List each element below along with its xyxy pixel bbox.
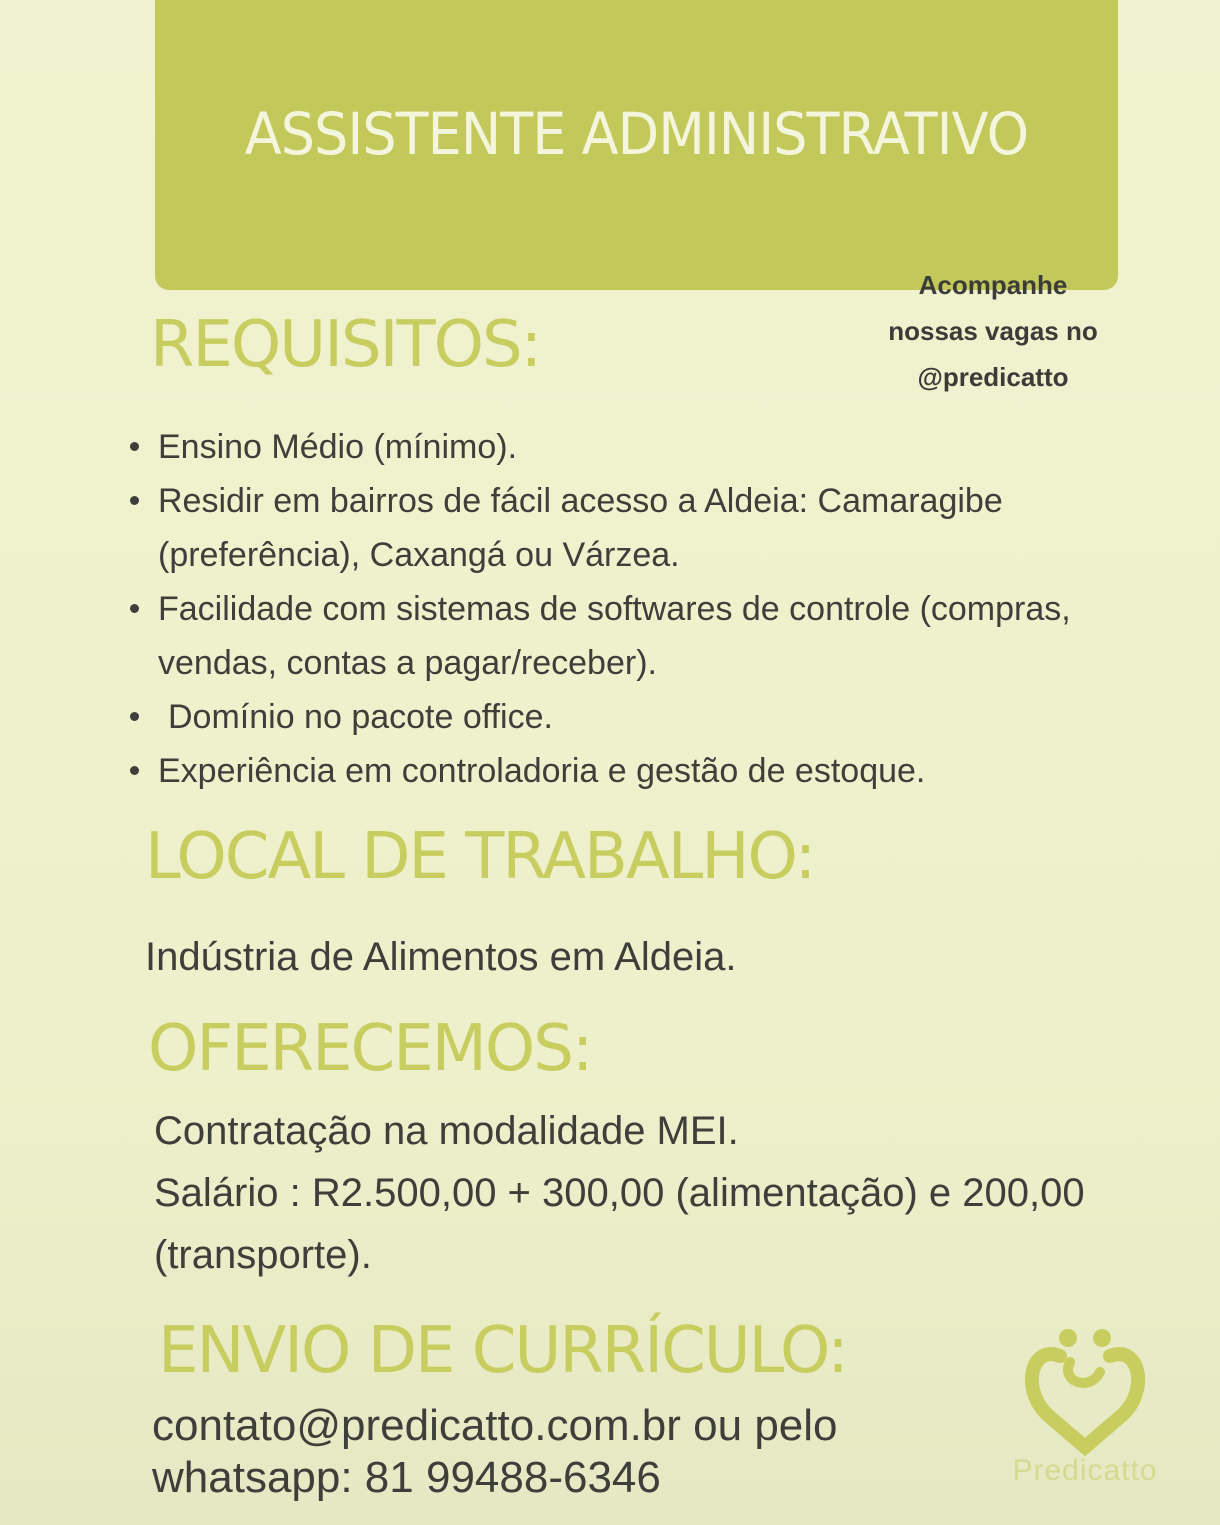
requirements-list (128, 420, 1188, 798)
job-title: ASSISTENTE ADMINISTRATIVO (244, 100, 1029, 168)
requirements-heading: REQUISITOS: (150, 308, 541, 382)
contact-text (152, 1400, 1012, 1504)
cv-heading: ENVIO DE CURRÍCULO: (158, 1314, 847, 1388)
workplace-heading: LOCAL DE TRABALHO: (145, 820, 815, 894)
follow-handle: @predicatto (917, 362, 1069, 392)
requirement-item: Facilidade com sistemas de softwares de controle (compras, vendas, contas a pagar/receber). (128, 582, 1188, 690)
contact-email[interactable]: contato@predicatto.com.br ou pelo (152, 1401, 838, 1450)
follow-line-1: Acompanhe (918, 270, 1068, 300)
offer-contract: Contratação na modalidade MEI. (154, 1109, 739, 1153)
requirement-item: Ensino Médio (mínimo). (128, 420, 1188, 474)
follow-line-2: nossas vagas no (888, 316, 1098, 346)
workplace-text: Indústria de Alimentos em Aldeia. (145, 935, 737, 979)
requirement-item: Domínio no pacote office. (128, 690, 1188, 744)
predicatto-logo (990, 1322, 1180, 1492)
requirement-item: Residir em bairros de fácil acesso a Aldeia: Camaragibe (preferência), Caxangá ou Várzea. (128, 474, 1188, 582)
title-banner (155, 0, 1118, 290)
heart-people-icon (990, 1322, 1180, 1457)
follow-note (858, 262, 1128, 400)
logo-wordmark: Predicatto (1012, 1454, 1158, 1487)
requirement-item: Experiência em controladoria e gestão de estoque. (128, 744, 1188, 798)
contact-whatsapp[interactable]: whatsapp: 81 99488-6346 (152, 1453, 661, 1502)
offer-salary: Salário : R2.500,00 + 300,00 (alimentação) e 200,00 (transporte). (154, 1171, 1085, 1277)
offer-heading: OFERECEMOS: (148, 1012, 592, 1086)
offer-text (154, 1100, 1194, 1286)
